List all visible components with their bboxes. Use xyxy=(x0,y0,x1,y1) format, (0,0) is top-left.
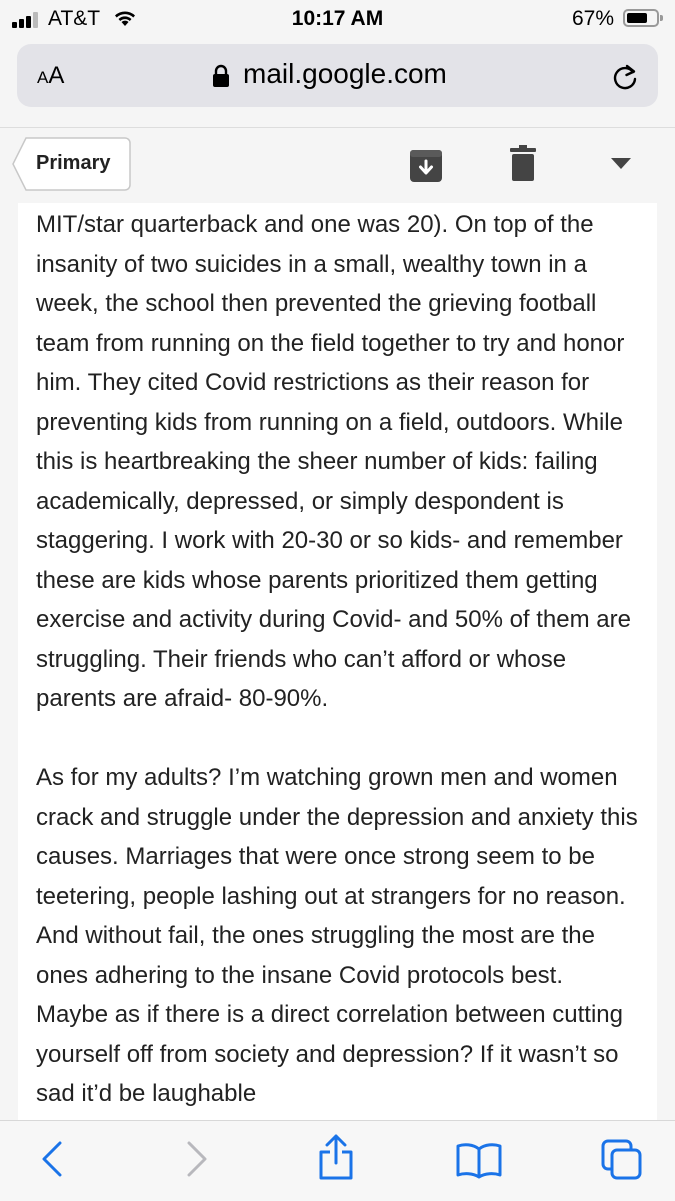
bookmarks-icon[interactable] xyxy=(455,1141,503,1179)
email-paragraph: MIT/star quarterback and one was 20). On top of the insanity of two suicides in a small, wealthy town in a week, the school then prevented the grieving football team from running on the field together to try and honor him. They cited Covid restrictions as their reason for preventing kids from running on a field, outdoors. While this is heartbreaking the sheer number of kids: failing academically, depressed, or simply despondent is staggering. I work with 20-30 or so kids- and remember these are kids whose parents prioritized them getting exercise and activity during Covid- and 50% of them are struggling. Their friends who can’t afford or whose parents are afraid- 80-90%. xyxy=(36,211,631,712)
share-icon[interactable] xyxy=(316,1133,356,1181)
tabs-icon[interactable] xyxy=(600,1138,644,1182)
reload-icon[interactable] xyxy=(611,62,639,92)
lock-icon xyxy=(212,64,230,88)
address-bar[interactable] xyxy=(17,44,658,107)
gmail-toolbar xyxy=(0,127,675,204)
archive-icon[interactable] xyxy=(409,149,443,183)
battery-percent: 67% xyxy=(572,7,615,30)
forward-icon[interactable] xyxy=(185,1139,209,1179)
trash-icon[interactable] xyxy=(510,145,536,181)
primary-label: Primary xyxy=(36,152,111,174)
primary-back-button[interactable] xyxy=(12,137,130,189)
browser-bottom-bar xyxy=(0,1120,675,1201)
carrier-name: AT&T xyxy=(48,7,101,30)
caret-down-icon[interactable] xyxy=(611,158,631,170)
clock: 10:17 AM xyxy=(291,7,384,30)
status-bar xyxy=(0,0,675,40)
url-text[interactable]: mail.google.com xyxy=(243,58,447,89)
text-size-button[interactable]: AA xyxy=(37,62,65,89)
email-body xyxy=(18,203,657,1120)
battery-icon xyxy=(623,9,659,27)
back-icon[interactable] xyxy=(40,1139,64,1179)
email-paragraph: As for my adults? I’m watching grown men and women crack and struggle under the depression and anxiety this causes. Marriages that were once strong seem to be teetering, people lashing out at strangers for no reason. And without fail, the ones struggling the most are the ones adhering to the insane Covid protocols best. Maybe as if there is a direct correlation between cutting yourself off from society and depression? If it wasn’t so sad it’d be laughable xyxy=(36,764,638,1107)
